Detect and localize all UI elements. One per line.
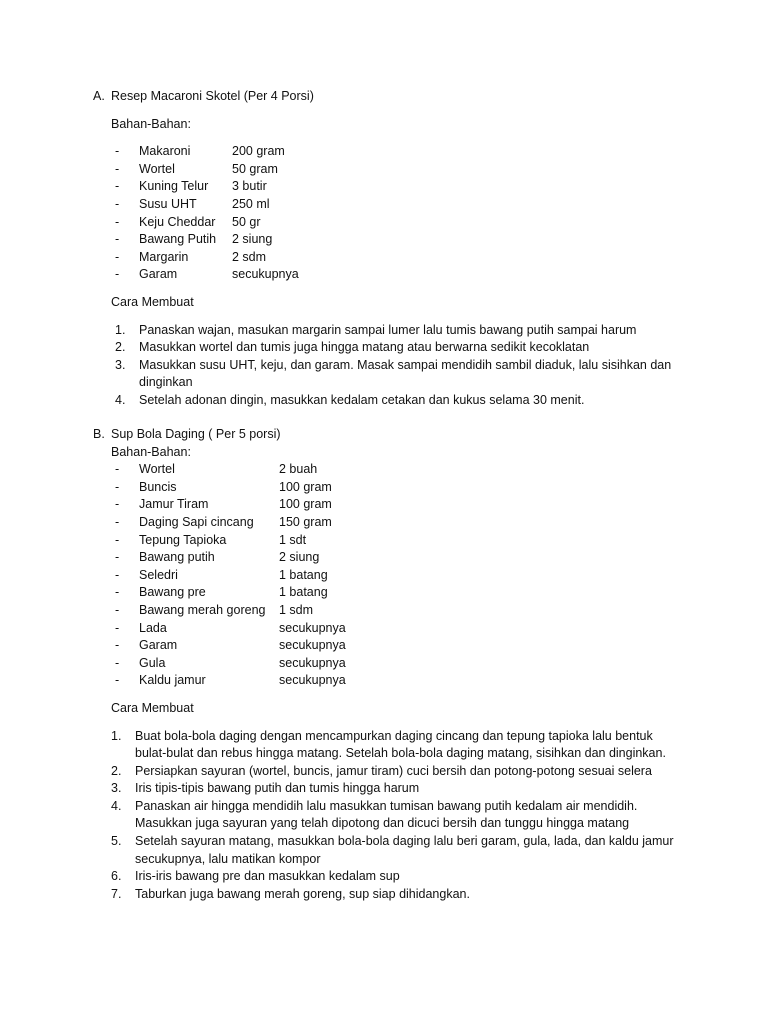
step-text: Masukkan susu UHT, keju, dan garam. Masak sampai mendidih sambil diaduk, lalu sisihkan dan dinginkan (139, 357, 672, 390)
ingredient-name: Garam (139, 638, 178, 653)
step-number: 4. (111, 798, 122, 813)
recipe-section-macaroni (0, 88, 768, 410)
ingredient-item: - Garam secukupnya (0, 637, 768, 655)
section-marker: A. (93, 89, 105, 103)
step-number: 3. (115, 357, 126, 372)
ingredient-name: Margarin (139, 249, 189, 264)
ingredients-label: Bahan-Bahan: (111, 116, 191, 131)
recipe-title: Resep Macaroni Skotel (Per 4 Porsi) (111, 89, 314, 103)
ingredient-qty: 3 butir (232, 179, 267, 194)
ingredient-qty: 2 siung (232, 232, 273, 247)
ingredient-item: - Bawang Putih 2 siung (0, 231, 768, 249)
ingredient-qty: 200 gram (232, 144, 285, 159)
ingredient-name: Bawang pre (139, 585, 206, 600)
ingredient-item: - Tepung Tapioka 1 sdt (0, 532, 768, 550)
ingredient-item: - Jamur Tiram 100 gram (0, 496, 768, 514)
ingredient-list (0, 143, 768, 284)
ingredient-name: Kuning Telur (139, 179, 209, 194)
section-marker: B. (93, 427, 105, 441)
ingredient-item: - Bawang putih 2 siung (0, 549, 768, 567)
ingredient-qty: 100 gram (279, 479, 332, 494)
step-text: Panaskan air hingga mendidih lalu masukkan tumisan bawang putih kedalam air mendidih. Masukkan juga sayuran yang telah dipotong dan dicuci bersih dan tunggu hingga matang (135, 798, 638, 831)
step-text: Buat bola-bola daging dengan mencampurkan daging cincang dan tepung tapioka lalu bentuk bulat-bulat dan rebus hingga matang. Setelah bola-bola daging matang, sisihkan dan dinginkan. (135, 728, 666, 761)
ingredient-qty: 1 batang (279, 567, 328, 582)
step-number: 3. (111, 781, 122, 796)
method-label: Cara Membuat (111, 700, 194, 715)
ingredient-list (0, 461, 768, 690)
step-text: Persiapkan sayuran (wortel, buncis, jamur tiram) cuci bersih dan potong-potong sesuai selera (135, 763, 652, 778)
ingredient-name: Gula (139, 655, 166, 670)
ingredient-item: - Wortel 50 gram (0, 161, 768, 179)
ingredient-item: - Kuning Telur 3 butir (0, 178, 768, 196)
ingredient-qty: 2 buah (279, 462, 318, 477)
ingredient-qty: secukupnya (232, 267, 299, 282)
ingredient-qty: 2 sdm (232, 249, 267, 264)
step-text: Setelah sayuran matang, masukkan bola-bola daging lalu beri garam, gula, lada, dan kaldu jamur secukupnya, lalu matikan kompor (135, 834, 674, 866)
ingredient-name: Makaroni (139, 144, 191, 159)
step-item (0, 798, 768, 833)
ingredient-item: - Kaldu jamur secukupnya (0, 672, 768, 690)
step-text: Iris tipis-tipis bawang putih dan tumis hingga harum (135, 781, 420, 796)
ingredient-name: Daging Sapi cincang (139, 514, 254, 529)
step-item (0, 392, 768, 410)
step-number: 1. (111, 728, 122, 743)
ingredient-item: - Keju Cheddar 50 gr (0, 214, 768, 232)
ingredient-qty: 1 sdt (279, 532, 307, 547)
step-list (0, 728, 768, 904)
ingredient-name: Kaldu jamur (139, 673, 206, 688)
ingredient-item: - Bawang merah goreng 1 sdm (0, 602, 768, 620)
step-number: 7. (111, 886, 122, 901)
step-item (0, 339, 768, 357)
ingredient-name: Garam (139, 267, 178, 282)
step-item (0, 728, 768, 763)
ingredients-label: Bahan-Bahan: (111, 444, 191, 459)
step-item (0, 357, 768, 392)
recipe-heading (0, 88, 768, 106)
step-item (0, 763, 768, 781)
ingredient-qty: 1 batang (279, 585, 328, 600)
ingredient-qty: 1 sdm (279, 602, 314, 617)
ingredient-name: Wortel (139, 161, 175, 176)
step-number: 1. (115, 322, 126, 337)
ingredient-name: Bawang putih (139, 550, 215, 565)
recipe-section-meatball-soup (0, 426, 768, 903)
step-number: 2. (111, 763, 122, 778)
step-number: 4. (115, 392, 126, 407)
ingredient-qty: secukupnya (279, 655, 346, 670)
step-item (0, 886, 768, 904)
step-item (0, 833, 768, 868)
ingredient-name: Keju Cheddar (139, 214, 216, 229)
ingredient-qty: 2 siung (279, 550, 320, 565)
ingredient-name: Bawang Putih (139, 232, 217, 247)
ingredient-item: - Garam secukupnya (0, 266, 768, 284)
ingredient-item: - Lada secukupnya (0, 620, 768, 638)
ingredient-qty: secukupnya (279, 620, 346, 635)
ingredient-qty: 100 gram (279, 497, 332, 512)
step-text: Setelah adonan dingin, masukkan kedalam cetakan dan kukus selama 30 menit. (139, 392, 585, 407)
ingredient-item: - Margarin 2 sdm (0, 249, 768, 267)
ingredient-name: Buncis (139, 479, 177, 494)
ingredient-item: - Susu UHT 250 ml (0, 196, 768, 214)
ingredient-item: - Makaroni 200 gram (0, 143, 768, 161)
step-number: 6. (111, 869, 122, 884)
step-number: 2. (115, 340, 126, 355)
ingredient-name: Lada (139, 620, 167, 635)
step-item (0, 868, 768, 886)
step-item (0, 780, 768, 798)
step-list (0, 322, 768, 410)
recipe-heading (0, 426, 768, 444)
ingredient-name: Jamur Tiram (139, 497, 209, 512)
step-number: 5. (111, 834, 122, 849)
ingredient-item: - Bawang pre 1 batang (0, 584, 768, 602)
step-text: Iris-iris bawang pre dan masukkan kedalam sup (135, 869, 400, 884)
ingredient-qty: 50 gram (232, 161, 278, 176)
ingredient-qty: secukupnya (279, 673, 346, 688)
ingredient-item: - Daging Sapi cincang 150 gram (0, 514, 768, 532)
recipe-title: Sup Bola Daging ( Per 5 porsi) (111, 427, 281, 441)
step-text: Taburkan juga bawang merah goreng, sup siap dihidangkan. (135, 886, 470, 901)
ingredient-qty: 250 ml (232, 196, 270, 211)
method-label: Cara Membuat (111, 294, 194, 309)
ingredient-name: Bawang merah goreng (139, 602, 266, 617)
ingredient-name: Seledri (139, 567, 178, 582)
ingredient-item: - Wortel 2 buah (0, 461, 768, 479)
ingredient-name: Tepung Tapioka (139, 532, 227, 547)
ingredient-qty: 150 gram (279, 514, 332, 529)
ingredient-qty: secukupnya (279, 638, 346, 653)
ingredient-item: - Gula secukupnya (0, 655, 768, 673)
ingredient-qty: 50 gr (232, 214, 261, 229)
step-text: Masukkan wortel dan tumis juga hingga matang atau berwarna sedikit kecoklatan (139, 340, 590, 355)
ingredient-name: Susu UHT (139, 196, 197, 211)
ingredient-item: - Seledri 1 batang (0, 567, 768, 585)
step-item (0, 322, 768, 340)
ingredient-name: Wortel (139, 462, 175, 477)
step-text: Panaskan wajan, masukan margarin sampai lumer lalu tumis bawang putih sampai harum (139, 322, 637, 337)
ingredient-item: - Buncis 100 gram (0, 479, 768, 497)
